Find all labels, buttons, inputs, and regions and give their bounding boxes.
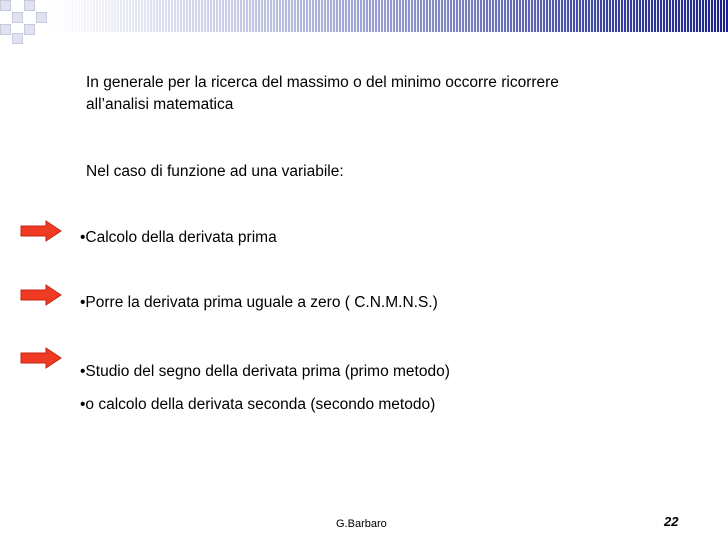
bullet-item: •o calcolo della derivata seconda (secondo metodo) — [80, 396, 436, 413]
case-heading: Nel caso di funzione ad una variabile: — [86, 163, 344, 180]
header-decoration-band — [50, 0, 728, 32]
page-number: 22 — [664, 514, 679, 529]
right-arrow-icon — [20, 284, 62, 306]
corner-squares-decoration — [0, 0, 60, 45]
footer-author: G.Barbaro — [336, 518, 387, 530]
bullet-item: •Studio del segno della derivata prima (primo metodo) — [80, 363, 450, 380]
intro-line-2: all’analisi matematica — [86, 96, 234, 113]
right-arrow-icon — [20, 347, 62, 369]
bullet-item: •Porre la derivata prima uguale a zero ( C.N.M.N.S.) — [80, 294, 438, 311]
intro-line-1: In generale per la ricerca del massimo o del minimo occorre ricorrere — [86, 74, 559, 91]
right-arrow-icon — [20, 220, 62, 242]
bullet-item: •Calcolo della derivata prima — [80, 229, 277, 246]
